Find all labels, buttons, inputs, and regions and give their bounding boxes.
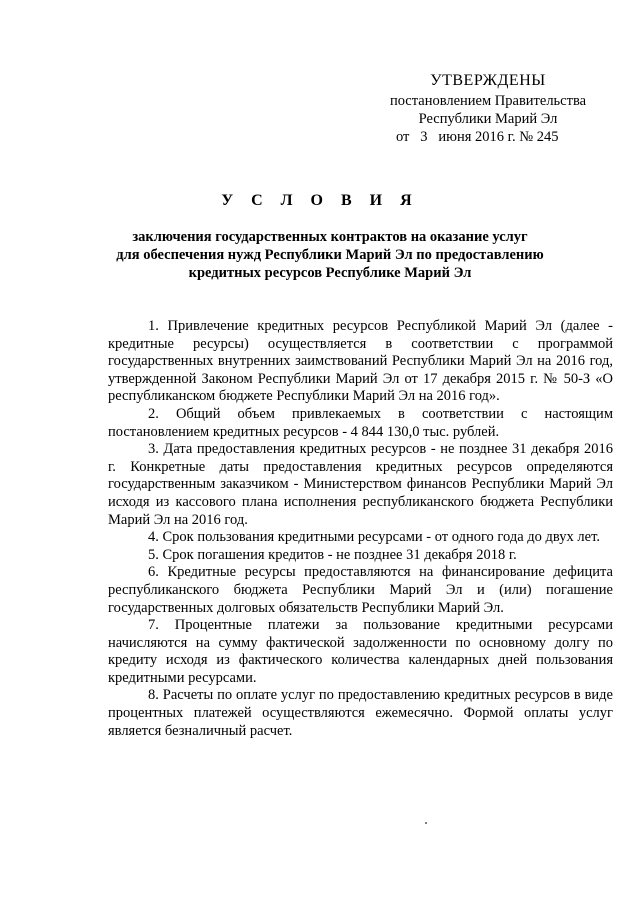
paragraph-8: 8. Расчеты по оплате услуг по предоставлению кредитных ресурсов в виде процентных платежей осуществляются ежемесячно. Формой оплаты услуг является безналичный расчет. xyxy=(108,687,613,739)
subtitle-line: заключения государственных контрактов на оказание услуг xyxy=(132,229,528,245)
paragraph-6: 6. Кредитные ресурсы предоставляются на финансирование дефицита республиканского бюджета Республики Марий Эл и (или) погашение государственных долговых обязательств Республики Марий Эл. xyxy=(108,564,613,616)
subtitle-line: для обеспечения нужд Республики Марий Эл по предоставлению xyxy=(116,247,544,263)
paragraph-7: 7. Процентные платежи за пользование кредитными ресурсами начисляются на сумму фактической задолженности по основному долгу по кредиту исходя из фактического количества календарных дней пользования кредитными ресурсами. xyxy=(108,617,613,686)
document-title: У С Л О В И Я xyxy=(221,192,419,209)
paragraph-5: 5. Срок погашения кредитов - не позднее 31 декабря 2018 г. xyxy=(148,546,517,563)
paragraph-4: 4. Срок пользования кредитными ресурсами - от одного года до двух лет. xyxy=(148,529,600,546)
approval-block xyxy=(378,72,598,146)
scan-speck xyxy=(425,822,427,824)
approval-heading: УТВЕРЖДЕНЫ xyxy=(430,72,546,89)
approval-republic-line: Республики Марий Эл xyxy=(418,111,558,127)
subtitle-line: кредитных ресурсов Республике Марий Эл xyxy=(188,265,472,281)
approval-date-line: от 3 июня 2016 г. № 245 xyxy=(396,129,559,145)
document-subtitle xyxy=(90,228,570,282)
paragraph-2: 2. Общий объем привлекаемых в соответствии с настоящим постановлением кредитных ресурсов - 4 844 130,0 тыс. рублей. xyxy=(108,405,613,440)
paragraph-3: 3. Дата предоставления кредитных ресурсов - не позднее 31 декабря 2016 г. Конкретные даты предоставления кредитных ресурсов определяются государственным заказчиком - Министерством финансов Республики Марий Эл исходя из кассового плана исполнения республиканского бюджета Республики Марий Эл на 2016 год. xyxy=(108,441,613,528)
document-body xyxy=(108,318,613,740)
approval-issuer-line: постановлением Правительства xyxy=(389,93,587,109)
paragraph-1: 1. Привлечение кредитных ресурсов Республикой Марий Эл (далее - кредитные ресурсы) осуществляется в соответствии с программой государственных внутренних заимствований Республики Марий Эл на 2016 год, утвержденной Законом Республики Марий Эл от 17 декабря 2015 г. № 50-З «О республиканском бюджете Республики Марий Эл на 2016 год». xyxy=(108,318,613,405)
